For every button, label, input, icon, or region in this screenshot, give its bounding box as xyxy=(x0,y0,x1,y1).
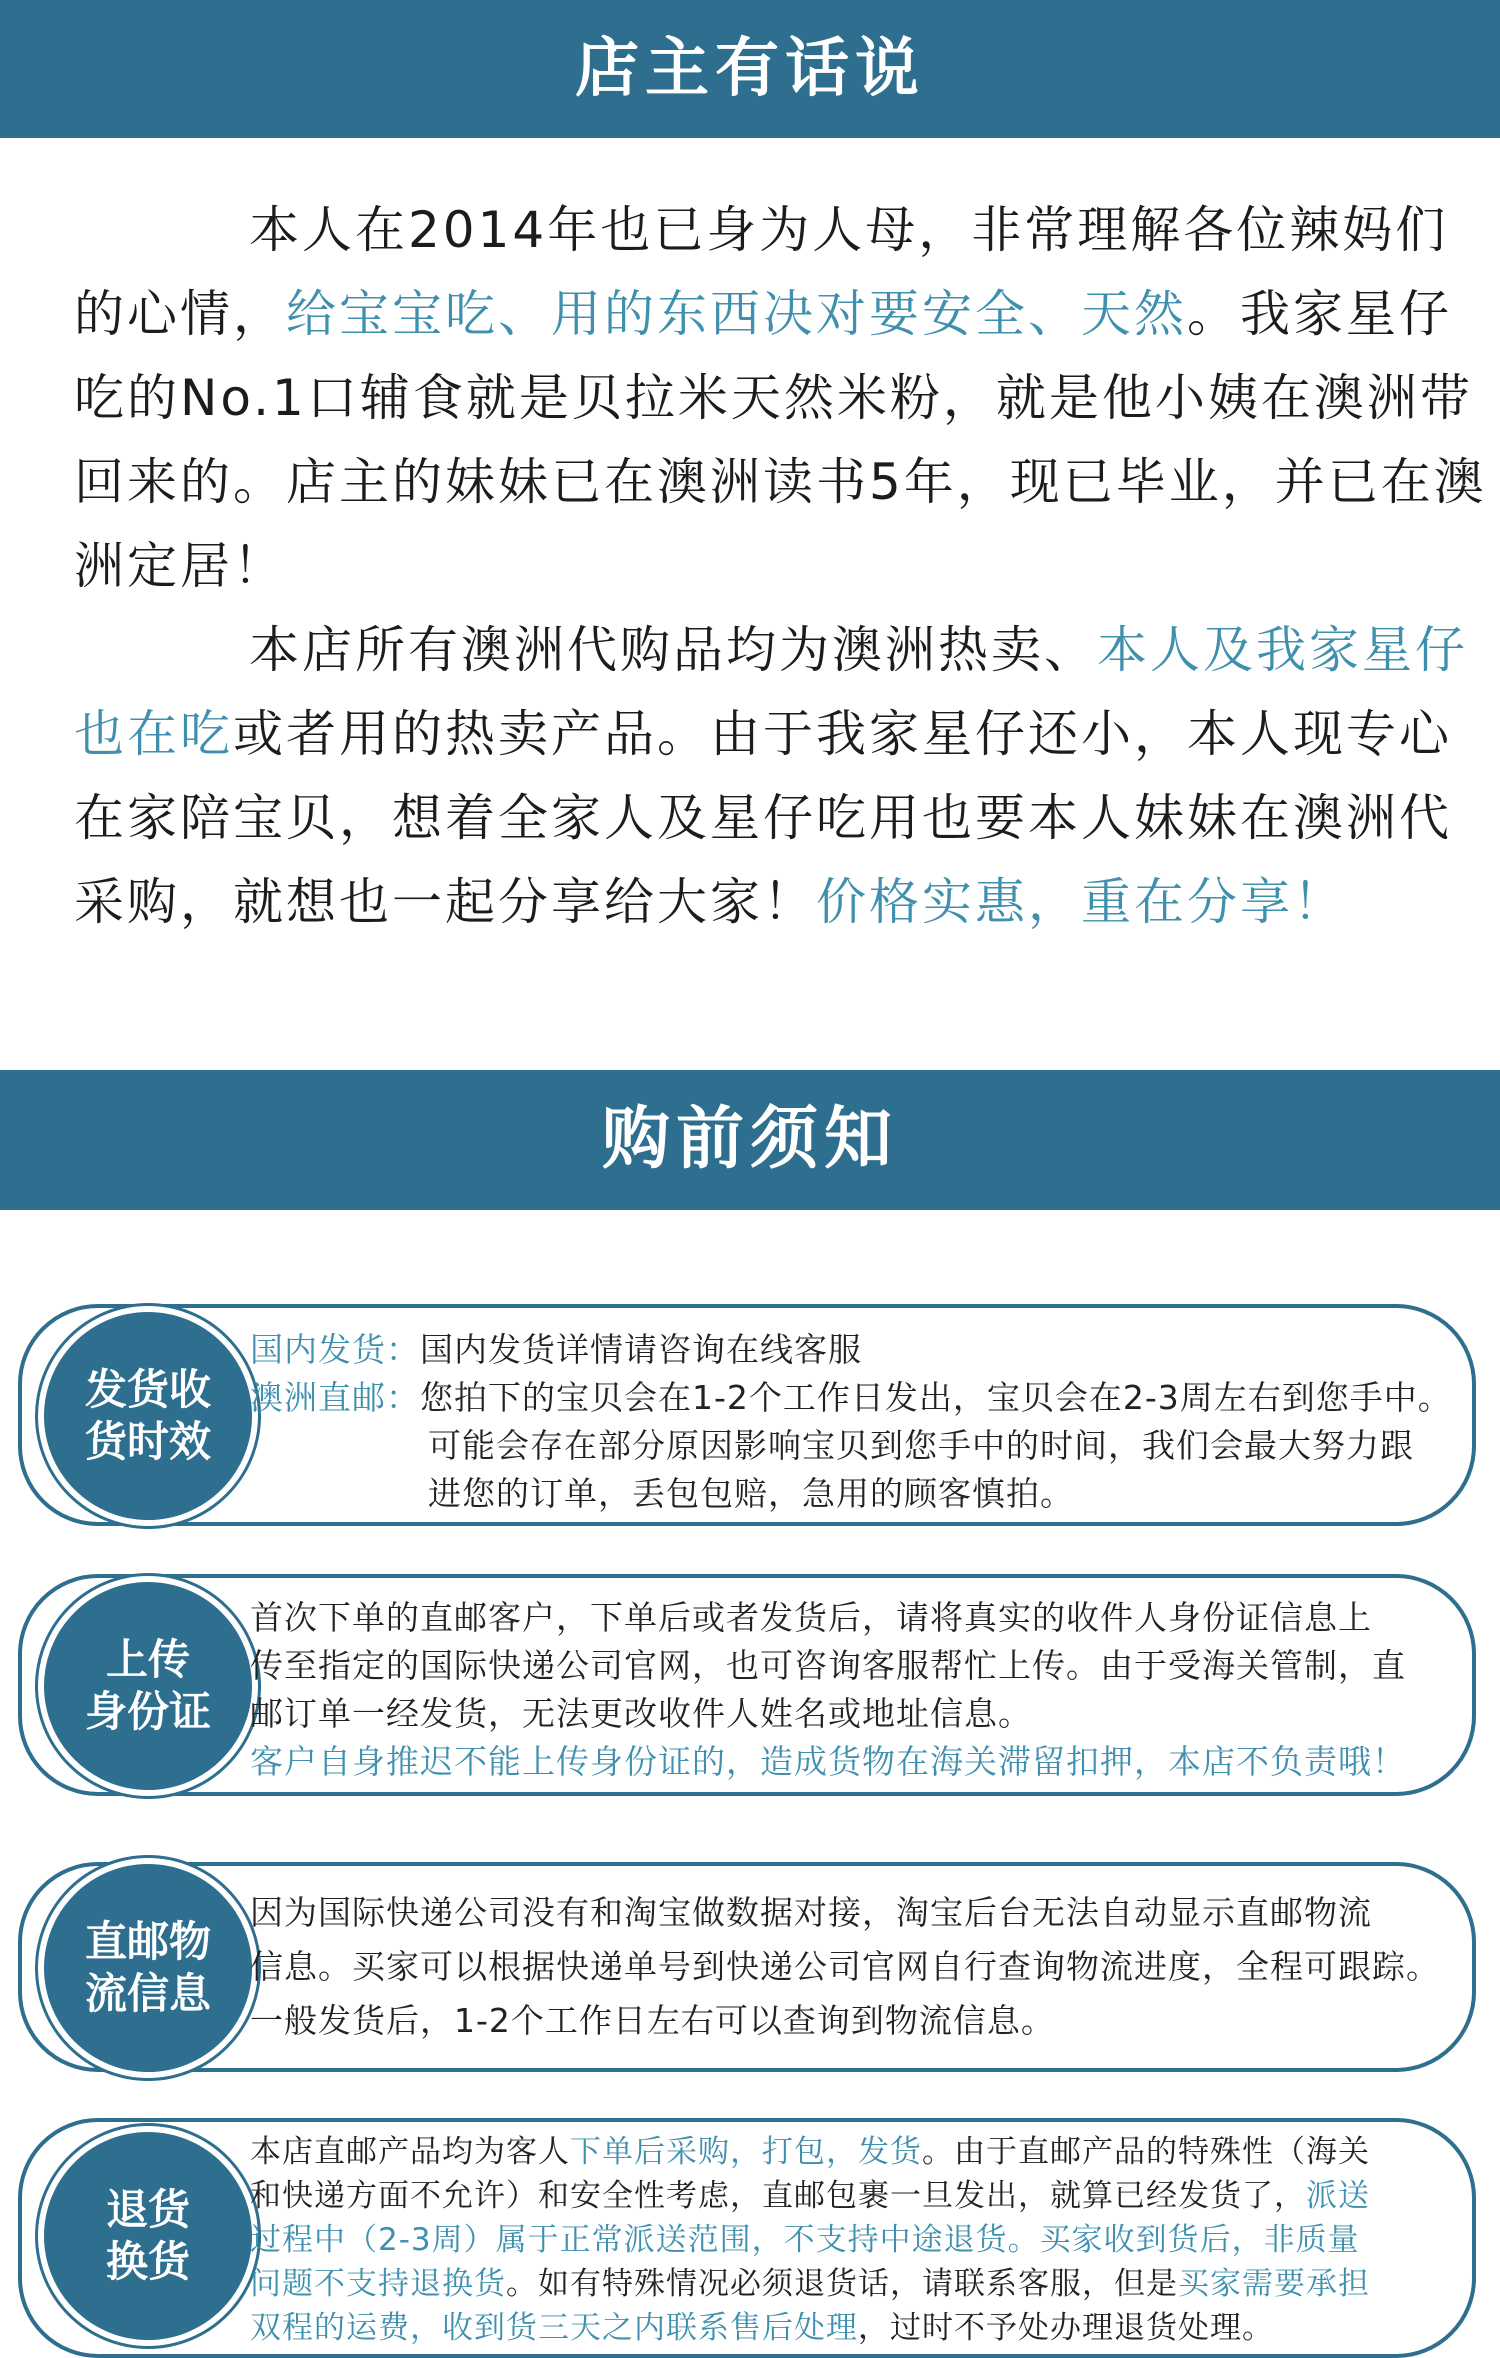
notice-badge-line: 货时效 xyxy=(84,1417,211,1466)
notice-row xyxy=(250,1326,1452,1374)
notice-text-segment: 和快递方面不允许）和安全性考虑，直邮包裹一旦发出，就算已经发货了， xyxy=(250,2178,1306,2214)
notice-line xyxy=(250,2218,1452,2262)
highlight-text: 给宝宝吃、用的东西决对要安全、天然 xyxy=(286,285,1187,343)
notice-line xyxy=(250,2262,1452,2306)
notice-body xyxy=(250,2130,1452,2350)
notice-badge xyxy=(38,1576,258,1796)
notice-text-segment: 。由于直邮产品的特殊性（海关 xyxy=(922,2134,1370,2170)
notice-line: 因为国际快递公司没有和淘宝做数据对接，淘宝后台无法自动显示直邮物流 xyxy=(250,1893,1372,1932)
notice-row-text: 进您的订单，丢包包赔，急用的顾客慎拍。 xyxy=(428,1474,1074,1513)
notice-line: 一般发货后，1-2个工作日左右可以查询到物流信息。 xyxy=(250,2001,1055,2040)
notice-badge xyxy=(38,1858,258,2078)
notice-logistics-info xyxy=(18,1862,1476,2072)
notice-highlight-text: 双程的运费，收到货三天之内联系售后处理 xyxy=(250,2310,858,2346)
highlight-text: 价格实惠，重在分享！ xyxy=(816,873,1346,931)
notice-row-text: 您拍下的宝贝会在1-2个工作日发出，宝贝会在2-3周左右到您手中。 xyxy=(420,1378,1452,1417)
notice-line: 传至指定的国际快递公司官网，也可咨询客服帮忙上传。由于受海关管制，直 xyxy=(250,1646,1406,1685)
notice-highlight-line: 客户自身推迟不能上传身份证的，造成货物在海关滞留扣押，本店不负责哦！ xyxy=(250,1742,1406,1781)
notice-label: 国内发货： xyxy=(250,1330,420,1369)
notice-badge-line: 流信息 xyxy=(84,1969,211,2018)
notice-body xyxy=(250,1326,1452,1518)
notice-line xyxy=(250,2174,1452,2218)
notice-line xyxy=(250,2130,1452,2174)
notice-text-segment: ，过时不予处办理退货处理。 xyxy=(858,2310,1274,2346)
shop-owner-banner xyxy=(0,0,1500,138)
notice-body xyxy=(250,1886,1452,2048)
intro-text: 本人在2014年也已身为人母，非常理解各位辣妈们的心情， xyxy=(74,201,1449,343)
notice-badge-line: 身份证 xyxy=(84,1687,211,1736)
notice-badge-line: 直邮物 xyxy=(84,1917,211,1966)
intro-text: 或者用的热卖产品。由于我家星仔还小，本人现专心在家陪宝贝，想着全家人及星仔吃用也要本人妹妹在澳洲代采购，就想也一起分享给大家！ xyxy=(74,705,1452,931)
notice-badge-line: 退货 xyxy=(105,2185,190,2234)
notice-line: 信息。买家可以根据快递单号到快递公司官网自行查询物流进度，全程可跟踪。 xyxy=(250,1947,1440,1986)
notice-row-text: 可能会存在部分原因影响宝贝到您手中的时间，我们会最大努力跟 xyxy=(428,1426,1414,1465)
intro-text: 本店所有澳洲代购品均为澳洲热卖、 xyxy=(249,621,1097,679)
notice-highlight-text: 买家需要承担 xyxy=(1178,2266,1370,2302)
notice-line xyxy=(250,2306,1452,2350)
notice-shipping-time xyxy=(18,1304,1476,1526)
notice-return-exchange xyxy=(18,2118,1476,2358)
notice-highlight-text: 下单后采购，打包，发货 xyxy=(570,2134,922,2170)
intro-paragraph-2 xyxy=(74,608,1494,944)
notice-highlight-text: 派送 xyxy=(1306,2178,1370,2214)
notice-upload-id xyxy=(18,1574,1476,1796)
purchase-notice-title: 购前须知 xyxy=(601,1100,898,1179)
notice-label: 澳洲直邮： xyxy=(250,1378,420,1417)
notice-badge-line: 换货 xyxy=(105,2237,190,2286)
notice-line: 邮订单一经发货，无法更改收件人姓名或地址信息。 xyxy=(250,1694,1032,1733)
notice-highlight-text: 过程中（2-3周）属于正常派送范围，不支持中途退货。买家收到货后，非质量 xyxy=(250,2222,1360,2258)
notice-text-segment: 。如有特殊情况必须退货话，请联系客服，但是 xyxy=(506,2266,1178,2302)
notice-badge xyxy=(38,1306,258,1526)
notice-highlight-text: 问题不支持退换货 xyxy=(250,2266,506,2302)
intro-paragraph-1 xyxy=(74,188,1494,608)
notice-row xyxy=(250,1374,1452,1422)
intro-text: 。我家星仔吃的No.1口辅食就是贝拉米天然米粉，就是他小姨在澳洲带回来的。店主的妹妹已在澳洲读书5年，现已毕业，并已在澳洲定居！ xyxy=(74,285,1487,595)
notice-row-text: 国内发货详情请咨询在线客服 xyxy=(420,1330,862,1369)
highlight-text: 本人及我家星仔也在吃 xyxy=(74,621,1468,763)
notice-badge xyxy=(38,2126,258,2346)
notice-text-segment: 本店直邮产品均为客人 xyxy=(250,2134,570,2170)
notice-badge-line: 发货收 xyxy=(84,1365,211,1414)
purchase-notice-banner xyxy=(0,1070,1500,1210)
notice-badge-line: 上传 xyxy=(105,1635,190,1684)
notice-line: 首次下单的直邮客户，下单后或者发货后，请将真实的收件人身份证信息上 xyxy=(250,1598,1372,1637)
notice-body xyxy=(250,1594,1452,1786)
shop-owner-title: 店主有话说 xyxy=(575,32,925,106)
